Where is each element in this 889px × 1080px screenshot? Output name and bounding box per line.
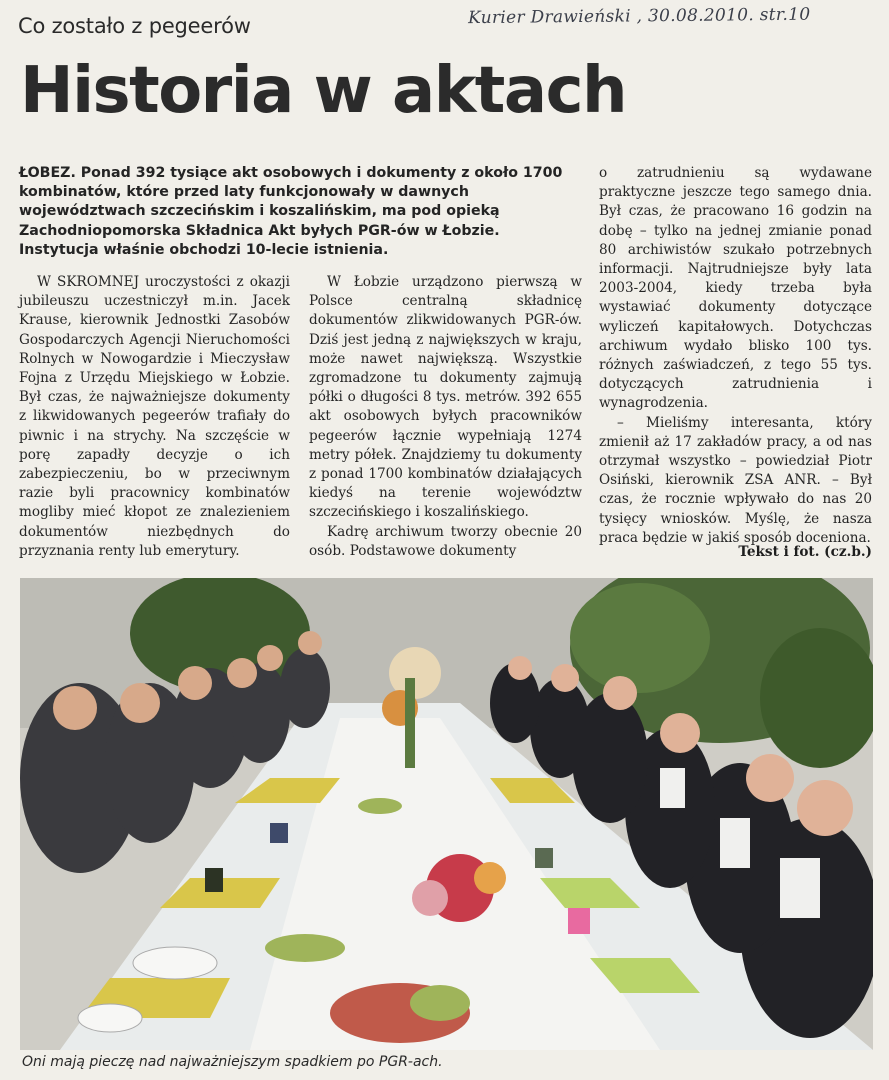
photo-illustration <box>20 578 873 1050</box>
paragraph: W Łobzie urządzono pierwszą w Polsce centralną składnicę dokumentów zlikwidowanych PGR-ów. Dziś jest jedną z największych w kraju, może nawet największą. Wszystkie zgromadzone tu dokumenty zajmują półki o długości 8 tys. metrów. 392 655 akt osobowych byłych pracowników pegeerów łącznie wypełniają 1274 metry półek. Znajdziemy tu dokumenty z ponad 1700 kombinatów działających kiedyś na terenie województw szczecińskiego i koszalińskiego. <box>309 274 582 521</box>
article-lead: ŁOBEZ. Ponad 392 tysiące akt osobowych i dokumenty z około 1700 kombinatów, które przed laty funkcjonowały w dawnych województwach szczecińskim i koszalińskim, ma pod opieką Zachodniopomorska Składnica Akt byłych PGR-ów w Łobzie. Instytucja właśnie obchodzi 10-lecie istnienia. <box>19 165 563 258</box>
paragraph: – Mieliśmy interesanta, który zmienił aż 17 zakładów pracy, a od nas otrzymał wszystko – powiedział Piotr Osiński, kierownik ZSA ANR. – Był czas, że rocznie wpływało do nas 20 tysięcy wniosków. Myślę, że nasza praca będzie w jakiś sposób doceniona. <box>599 414 872 546</box>
section-kicker: Co zostało z pegeerów <box>18 14 251 38</box>
article-column-1 <box>19 273 290 561</box>
article-title: Historia w aktach <box>20 54 627 128</box>
paragraph: W SKROMNEJ uroczystości z okazji jubileuszu uczestniczył m.in. Jacek Krause, kierownik Jednostki Zasobów Gospodarczych Agencji Nieruchomości Rolnych w Nowogardzie i Mieczysław Fojna z Urzędu Miejskiego w Łobzie. Był czas, że najważniejsze dokumenty z likwidowanych pegeerów trafiały do piwnic i na strychy. Na szczęście w porę zapadły decyzje o ich zabezpieczeniu, bo w przeciwnym razie byli pracownicy kombinatów mogliby mieć kłopot ze znalezieniem dokumentów niezbędnych do przyznania renty lub emerytury. <box>19 274 290 559</box>
paragraph: o zatrudnieniu są wydawane praktyczne jeszcze tego samego dnia. Był czas, że pracowano 16 godzin na dobę – tylko na jednej zmianie ponad 80 archiwistów szukało potrzebnych informacji. Najtrudniejsze były lata 2003-2004, kiedy trzeba była wystawiać dokumenty dotyczące wyliczeń kapitałowych. Dotychczas archiwum wydało blisko 100 tys. różnych zaświadczeń, z tego 55 tys. dotyczących zatrudnienia i wynagrodzenia. <box>599 165 872 412</box>
handwritten-source-note: Kurier Drawieński , 30.08.2010. str.10 <box>467 4 811 29</box>
paragraph: Kadrę archiwum tworzy obecnie 20 osób. Podstawowe dokumenty <box>309 523 582 559</box>
article-photo <box>20 578 873 1050</box>
author-credit: Tekst i fot. (cz.b.) <box>738 544 872 560</box>
article-column-2 <box>309 273 582 561</box>
article-column-3 <box>599 164 872 548</box>
photo-caption: Oni mają pieczę nad najważniejszym spadkiem po PGR-ach. <box>22 1054 443 1070</box>
